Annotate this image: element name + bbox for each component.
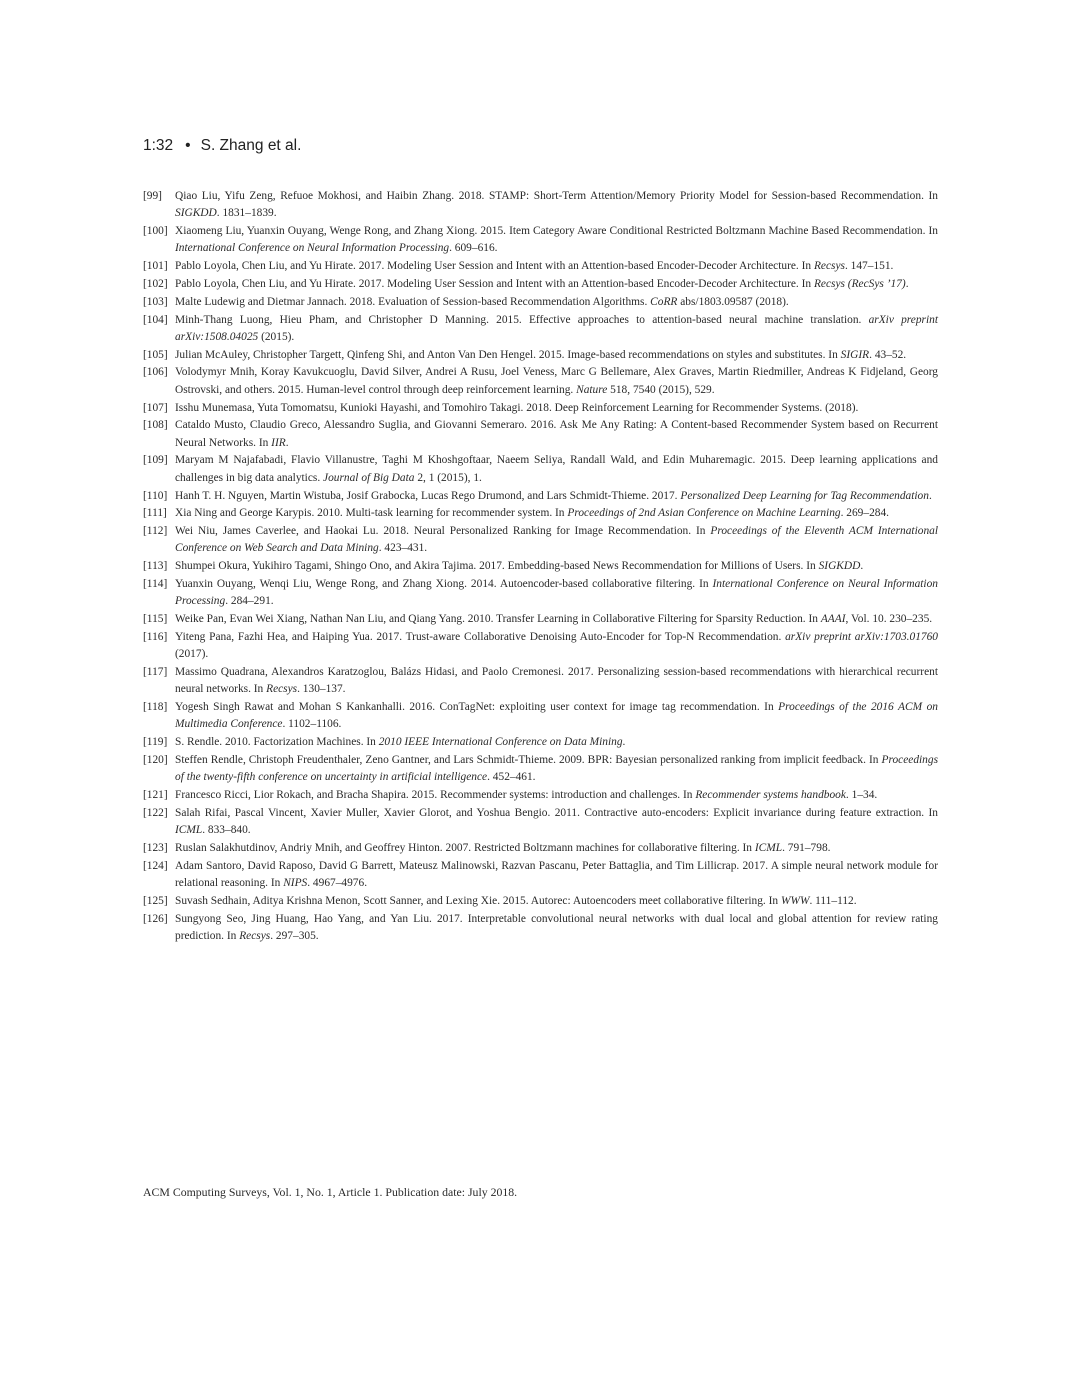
reference-text xyxy=(175,400,938,417)
reference-venue: Nature xyxy=(576,383,608,396)
reference-text xyxy=(175,576,938,611)
reference-segment: Yogesh Singh Rawat and Mohan S Kankanhalli. 2016. ConTagNet: exploiting user context for image tag recommendation. In xyxy=(175,701,779,714)
reference-text xyxy=(175,858,938,893)
reference-segment: . 284–291. xyxy=(225,595,274,608)
reference-number: [121] xyxy=(143,789,168,802)
reference-item xyxy=(143,276,938,293)
reference-item xyxy=(143,452,938,487)
reference-segment: (2015). xyxy=(258,330,295,343)
reference-item xyxy=(143,258,938,275)
reference-item xyxy=(143,505,938,522)
reference-venue: Recsys xyxy=(813,260,845,273)
reference-text xyxy=(175,840,938,857)
reference-venue: International Conference on Neural Information Processing xyxy=(175,578,938,608)
reference-segment: . xyxy=(285,436,289,449)
page-footer: ACM Computing Surveys, Vol. 1, No. 1, Article 1. Publication date: July 2018. xyxy=(143,1185,518,1199)
reference-number: [108] xyxy=(143,419,168,432)
reference-segment: S. Rendle. 2010. Factorization Machines. In xyxy=(175,736,379,749)
reference-venue: IIR xyxy=(271,436,286,449)
reference-segment: abs/1803.09587 (2018). xyxy=(677,295,789,308)
reference-item xyxy=(143,734,938,751)
reference-venue: Proceedings of 2nd Asian Conference on Machine Learning xyxy=(567,507,841,520)
reference-segment: . 452–461. xyxy=(487,771,536,784)
reference-segment: Hanh T. H. Nguyen, Martin Wistuba, Josif Grabocka, Lucas Rego Drumond, and Lars Schmidt-Thieme. 2017. xyxy=(175,489,681,502)
reference-segment: 2, 1 (2015), 1. xyxy=(414,471,482,484)
reference-segment: . xyxy=(928,489,932,502)
reference-item xyxy=(143,294,938,311)
reference-list xyxy=(143,188,938,945)
reference-segment: . 4967–4976. xyxy=(307,877,368,890)
reference-text xyxy=(175,787,938,804)
reference-text xyxy=(175,312,938,347)
reference-number: [122] xyxy=(143,806,168,819)
reference-segment: Massimo Quadrana, Alexandros Karatzoglou, Balázs Hidasi, and Paolo Cremonesi. 2017. Personalizing session-based recommendations with hierarchical recurrent neural networks. In xyxy=(175,666,938,696)
reference-number: [111] xyxy=(143,507,167,520)
reference-text xyxy=(175,188,938,223)
reference-number: [126] xyxy=(143,912,168,925)
reference-venue: Recsys (RecSys ’17) xyxy=(813,277,906,290)
reference-venue: NIPS xyxy=(283,877,308,890)
reference-segment: , Vol. 10. 230–235. xyxy=(845,613,933,626)
reference-item xyxy=(143,417,938,452)
reference-item xyxy=(143,364,938,399)
reference-segment: Minh-Thang Luong, Hieu Pham, and Christopher D Manning. 2015. Effective approaches to attention-based neural machine translation. xyxy=(175,313,869,326)
reference-text xyxy=(175,664,938,699)
reference-segment: . 609–616. xyxy=(449,242,498,255)
reference-number: [100] xyxy=(143,225,168,238)
reference-venue: AAAI xyxy=(820,613,846,626)
reference-text xyxy=(175,629,938,664)
reference-venue: ICML xyxy=(175,824,203,837)
reference-text xyxy=(175,258,938,275)
reference-segment: Steffen Rendle, Christoph Freudenthaler, Zeno Gantner, and Lars Schmidt-Thieme. 2009. BPR: Bayesian personalized ranking from implicit feedback. In xyxy=(175,754,882,766)
running-header xyxy=(143,136,301,156)
header-separator: • xyxy=(185,137,191,154)
reference-item xyxy=(143,911,938,946)
reference-text xyxy=(175,752,938,787)
reference-segment: . xyxy=(905,277,909,290)
reference-text xyxy=(175,558,938,575)
reference-segment: . 1831–1839. xyxy=(216,207,277,220)
reference-text xyxy=(175,276,938,293)
reference-segment: Qiao Liu, Yifu Zeng, Refuoe Mokhosi, and Haibin Zhang. 2018. STAMP: Short-Term Attention/Memory Priority Model for Session-based Recommendation. In xyxy=(175,190,938,202)
reference-number: [101] xyxy=(143,260,168,273)
reference-item xyxy=(143,787,938,804)
reference-number: [124] xyxy=(143,859,168,872)
reference-venue: ICML xyxy=(754,841,783,854)
reference-text xyxy=(175,523,938,558)
reference-item xyxy=(143,629,938,664)
reference-text xyxy=(175,347,938,364)
reference-text xyxy=(175,223,938,258)
reference-segment: . 833–840. xyxy=(202,824,251,837)
reference-number: [125] xyxy=(143,894,168,907)
reference-venue: SIGKDD xyxy=(818,560,861,573)
reference-segment: Adam Santoro, David Raposo, David G Barrett, Mateusz Malinowski, Razvan Pascanu, Peter Battaglia, and Tim Lillicrap. 2017. A simple neural network module for relational reasoning. In xyxy=(175,859,938,890)
reference-item xyxy=(143,805,938,840)
reference-text xyxy=(175,734,938,751)
reference-segment: . 1102–1106. xyxy=(282,718,342,731)
reference-number: [106] xyxy=(143,366,168,379)
reference-text xyxy=(175,488,938,505)
reference-number: [112] xyxy=(143,525,168,538)
reference-text xyxy=(175,505,938,522)
reference-item xyxy=(143,312,938,347)
reference-venue: SIGKDD xyxy=(175,207,217,220)
reference-number: [117] xyxy=(143,666,168,679)
reference-text xyxy=(175,699,938,734)
reference-item xyxy=(143,611,938,628)
reference-item xyxy=(143,488,938,505)
reference-segment: Wei Niu, James Caverlee, and Haokai Lu. 2018. Neural Personalized Ranking for Image Recommendation. In xyxy=(175,525,711,538)
reference-text xyxy=(175,805,938,840)
reference-text xyxy=(175,364,938,399)
reference-item xyxy=(143,188,938,223)
reference-item xyxy=(143,347,938,364)
reference-segment: . 130–137. xyxy=(297,683,346,696)
reference-text xyxy=(175,452,938,487)
reference-segment: Salah Rifai, Pascal Vincent, Xavier Muller, Xavier Glorot, and Yoshua Bengio. 2011. Contractive auto-encoders: Explicit invariance during feature extraction. In xyxy=(175,806,938,819)
reference-item xyxy=(143,558,938,575)
reference-segment: . xyxy=(860,560,864,573)
reference-text xyxy=(175,911,938,946)
reference-segment: . xyxy=(622,736,626,749)
reference-segment: Weike Pan, Evan Wei Xiang, Nathan Nan Liu, and Qiang Yang. 2010. Transfer Learning in Collaborative Filtering for Sparsity Reduction. In xyxy=(175,613,821,626)
reference-segment: . 791–798. xyxy=(782,841,831,854)
reference-segment: . 269–284. xyxy=(840,507,890,520)
reference-segment: Yiteng Pana, Fazhi Hea, and Haiping Yua. 2017. Trust-aware Collaborative Denoising Auto-Encoder for Top-N Recommendation. xyxy=(175,630,786,643)
reference-venue: Recsys xyxy=(266,683,298,696)
reference-text xyxy=(175,611,938,628)
reference-segment: Suvash Sedhain, Aditya Krishna Menon, Scott Sanner, and Lexing Xie. 2015. Autorec: Autoencoders meet collaborative filtering. In xyxy=(175,894,781,907)
reference-number: [103] xyxy=(143,295,168,308)
reference-item xyxy=(143,858,938,893)
reference-venue: CoRR xyxy=(650,295,678,308)
reference-number: [105] xyxy=(143,348,168,361)
reference-segment: Sungyong Seo, Jing Huang, Hao Yang, and Yan Liu. 2017. Interpretable convolutional neural networks with dual local and global attention for review rating prediction. In xyxy=(175,912,938,942)
reference-venue: 2010 IEEE International Conference on Data Mining xyxy=(378,736,623,749)
reference-number: [104] xyxy=(143,313,168,326)
reference-number: [107] xyxy=(143,401,168,414)
reference-segment: . 423–431. xyxy=(378,542,428,555)
reference-item xyxy=(143,576,938,611)
reference-item xyxy=(143,752,938,787)
reference-number: [113] xyxy=(143,560,168,573)
reference-segment: Malte Ludewig and Dietmar Jannach. 2018. Evaluation of Session-based Recommendation Algorithms. xyxy=(175,295,651,308)
reference-venue: International Conference on Neural Information Processing xyxy=(175,242,450,255)
reference-venue: arXiv preprint arXiv:1508.04025 xyxy=(175,313,938,343)
reference-number: [116] xyxy=(143,630,168,643)
reference-number: [120] xyxy=(143,754,168,766)
reference-text xyxy=(175,417,938,452)
reference-venue: Personalized Deep Learning for Tag Recommendation xyxy=(680,489,929,502)
reference-segment: Xia Ning and George Karypis. 2010. Multi-task learning for recommender system. In xyxy=(175,507,568,520)
reference-venue: Proceedings of the 2016 ACM on Multimedia Conference xyxy=(175,701,938,731)
reference-segment: Maryam M Najafabadi, Flavio Villanustre, Taghi M Khoshgoftaar, Naeem Seliya, Randall Wald, and Edin Muharemagic. 2015. Deep learning applications and challenges in big data analytics. xyxy=(175,454,938,484)
reference-segment: . 297–305. xyxy=(270,929,319,942)
reference-venue: SIGIR xyxy=(840,348,870,361)
reference-venue: WWW xyxy=(780,894,810,907)
reference-item xyxy=(143,523,938,558)
reference-segment: (2017). xyxy=(175,648,209,661)
reference-number: [123] xyxy=(143,841,168,854)
header-authors: S. Zhang et al. xyxy=(200,137,302,154)
reference-venue: arXiv preprint arXiv:1703.01760 xyxy=(785,630,938,643)
reference-number: [114] xyxy=(143,578,168,591)
reference-venue: Journal of Big Data xyxy=(323,471,415,484)
reference-segment: . 147–151. xyxy=(844,260,894,273)
reference-text xyxy=(175,893,938,910)
reference-item xyxy=(143,400,938,417)
reference-number: [118] xyxy=(143,701,168,714)
reference-segment: Shumpei Okura, Yukihiro Tagami, Shingo Ono, and Akira Tajima. 2017. Embedding-based News Recommendation for Millions of Users. In xyxy=(175,560,819,573)
reference-number: [115] xyxy=(143,613,168,626)
reference-segment: Isshu Munemasa, Yuta Tomomatsu, Kunioki Hayashi, and Tomohiro Takagi. 2018. Deep Reinforcement Learning for Recommender Systems. (2018). xyxy=(175,401,859,414)
reference-segment: . 43–52. xyxy=(869,348,907,361)
reference-item xyxy=(143,893,938,910)
reference-segment: . 1–34. xyxy=(845,789,878,802)
reference-venue: Recsys xyxy=(239,929,271,942)
reference-number: [110] xyxy=(143,489,168,502)
reference-segment: 518, 7540 (2015), 529. xyxy=(607,383,715,396)
reference-text xyxy=(175,294,938,311)
reference-segment: Xiaomeng Liu, Yuanxin Ouyang, Wenge Rong, and Zhang Xiong. 2015. Item Category Aware Conditional Restricted Boltzmann Machine Based Recommendation. In xyxy=(175,225,938,238)
reference-segment: Cataldo Musto, Claudio Greco, Alessandro Suglia, and Giovanni Semeraro. 2016. Ask Me Any Rating: A Content-based Recommender System based on Recurrent Neural Networks. In xyxy=(175,419,938,449)
reference-number: [119] xyxy=(143,736,168,749)
reference-venue: Recommender systems handbook xyxy=(695,789,846,802)
reference-number: [99] xyxy=(143,190,162,202)
reference-item xyxy=(143,664,938,699)
reference-segment: Francesco Ricci, Lior Rokach, and Bracha Shapira. 2015. Recommender systems: introduction and challenges. In xyxy=(175,789,696,802)
reference-segment: Yuanxin Ouyang, Wenqi Liu, Wenge Rong, and Zhang Xiong. 2014. Autoencoder-based collaborative filtering. In xyxy=(175,578,713,591)
reference-segment: Pablo Loyola, Chen Liu, and Yu Hirate. 2017. Modeling User Session and Intent with an Attention-based Encoder-Decoder Architecture. In xyxy=(175,277,814,290)
reference-item xyxy=(143,699,938,734)
page-number: 1:32 xyxy=(143,137,174,154)
reference-venue: Proceedings of the twenty-fifth conference on uncertainty in artificial intelligence xyxy=(175,754,938,784)
reference-item xyxy=(143,840,938,857)
reference-number: [102] xyxy=(143,277,168,290)
reference-venue: Proceedings of the Eleventh ACM International Conference on Web Search and Data Mining xyxy=(175,525,938,555)
reference-item xyxy=(143,223,938,258)
reference-segment: Ruslan Salakhutdinov, Andriy Mnih, and Geoffrey Hinton. 2007. Restricted Boltzmann machines for collaborative filtering. In xyxy=(175,841,755,854)
reference-segment: . 111–112. xyxy=(809,894,857,907)
reference-number: [109] xyxy=(143,454,168,467)
reference-segment: Julian McAuley, Christopher Targett, Qinfeng Shi, and Anton Van Den Hengel. 2015. Image-based recommendations on styles and substitutes. In xyxy=(175,348,841,361)
reference-segment: Pablo Loyola, Chen Liu, and Yu Hirate. 2017. Modeling User Session and Intent with an Attention-based Encoder-Decoder Architecture. In xyxy=(175,260,814,273)
reference-segment: Volodymyr Mnih, Koray Kavukcuoglu, David Silver, Andrei A Rusu, Joel Veness, Marc G Bellemare, Alex Graves, Martin Riedmiller, Andreas K Fidjeland, Georg Ostrovski, and others. 2015. Human-level control through deep reinforcement learning. xyxy=(175,366,938,396)
